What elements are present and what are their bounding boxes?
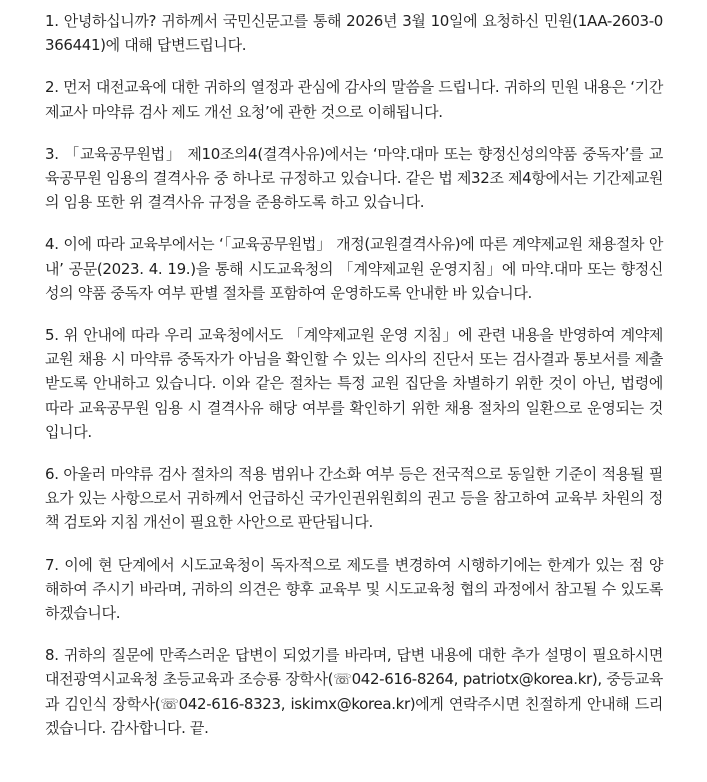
paragraph-7: 7. 이에 현 단계에서 시도교육청이 독자적으로 제도를 변경하여 시행하기에는 한계가 있는 점 양해하여 주시기 바라며, 귀하의 의견은 향후 교육부 및 시도교육청 협의 과정에서 참고될 수 있도록 하겠습니다. — [45, 555, 663, 623]
paragraph-8: 8. 귀하의 질문에 만족스러운 답변이 되었기를 바라며, 답변 내용에 대한 추가 설명이 필요하시면 대전광역시교육청 초등교육과 조승룡 장학사(☏042-616-8264, patriotx@korea.kr), 중등교육과 김인식 장학사(☏042-616-8323, iskimx@korea.kr)에게 연락주시면 친절하게 안내해 드리겠습니다. 감사합니다. 끝. — [45, 646, 663, 737]
paragraph-2: 2. 먼저 대전교육에 대한 귀하의 열정과 관심에 감사의 말씀을 드립니다. 귀하의 민원 내용은 ‘기간제교사 마약류 검사 제도 개선 요청’에 관한 것으로 이해됩니다. — [45, 78, 663, 121]
paragraph-3: 3. 「교육공무원법」 제10조의4(결격사유)에서는 ‘마약.대마 또는 향정신성의약품 중독자’를 교육공무원 임용의 결격사유 중 하나로 규정하고 있습니다. 같은 법 제32조 제4항에서는 기간제교원의 임용 또한 위 결격사유 규정을 준용하도록 하고 있습니다. — [45, 144, 663, 212]
paragraph-4: 4. 이에 따라 교육부에서는 ‘「교육공무원법」 개정(교원결격사유)에 따른 계약제교원 채용절차 안내’ 공문(2023. 4. 19.)을 통해 시도교육청의 「계약제교원 운영지침」에 마약.대마 또는 향정신성의 약품 중독자 여부 판별 절차를 포함하여 운영하도록 안내한 바 있습니다. — [45, 235, 663, 302]
paragraph-5: 5. 위 안내에 따라 우리 교육청에서도 「계약제교원 운영 지침」에 관련 내용을 반영하여 계약제교원 채용 시 마약류 중독자가 아님을 확인할 수 있는 의사의 진단서 또는 검사결과 통보서를 제출받도록 안내하고 있습니다. 이와 같은 절차는 특정 교원 집단을 차별하기 위한 것이 아닌, 법령에 따라 교육공무원 임용 시 결격사유 해당 여부를 확인하기 위한 채용 절차의 일환으로 운영되는 것입니다. — [45, 326, 663, 441]
paragraph-6: 6. 아울러 마약류 검사 절차의 적용 범위나 간소화 여부 등은 전국적으로 동일한 기준이 적용될 필요가 있는 사항으로서 귀하께서 언급하신 국가인권위원회의 권고 등을 참고하여 교육부 차원의 정책 검토와 지침 개선이 필요한 사안으로 판단됩니다. — [45, 465, 663, 532]
paragraph-1: 1. 안녕하십니까? 귀하께서 국민신문고를 통해 2026년 3월 10일에 요청하신 민원(1AA-2603-0366441)에 대해 답변드립니다. — [45, 12, 663, 55]
